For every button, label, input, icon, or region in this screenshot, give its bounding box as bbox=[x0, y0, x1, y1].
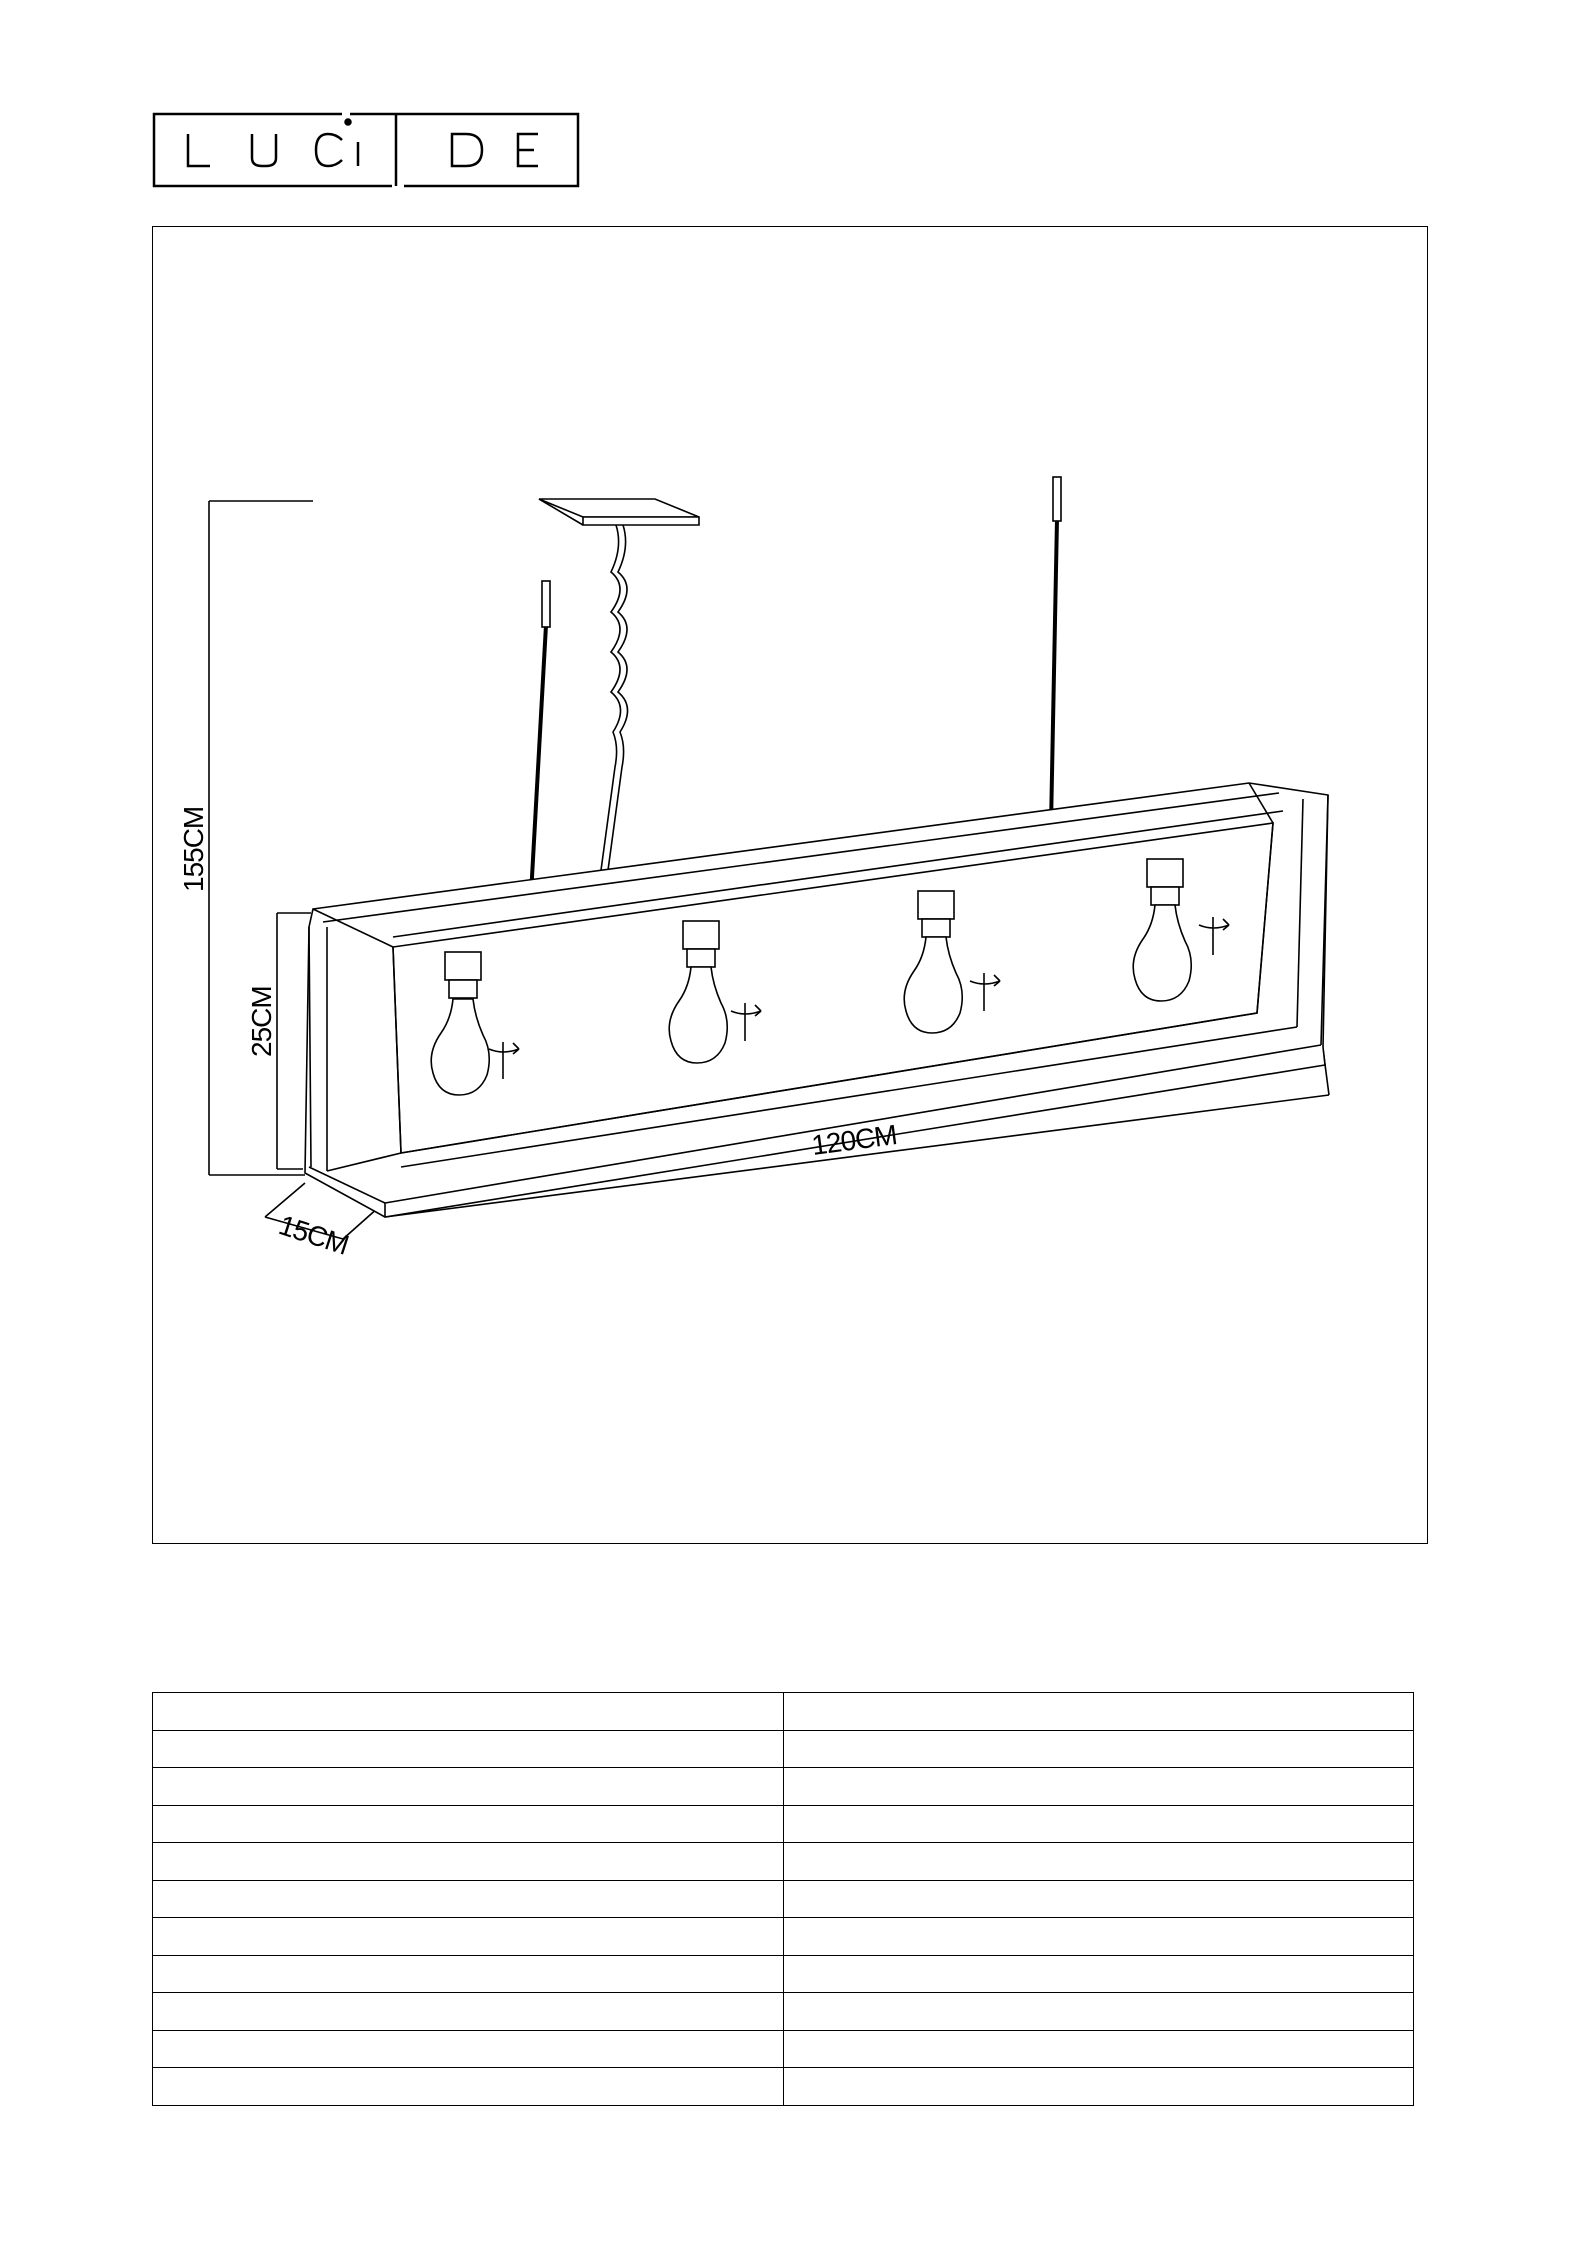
spec-label-cell bbox=[153, 1768, 784, 1806]
suspension-rod-left bbox=[531, 625, 546, 895]
spec-value-cell bbox=[783, 1693, 1414, 1731]
table-row bbox=[153, 2068, 1414, 2106]
spec-value-cell bbox=[783, 2030, 1414, 2068]
suspension-rod-right bbox=[1051, 519, 1057, 825]
spec-value-cell bbox=[783, 1955, 1414, 1993]
spec-value-cell bbox=[783, 1880, 1414, 1918]
table-row bbox=[153, 2030, 1414, 2068]
table-row bbox=[153, 1805, 1414, 1843]
power-cord bbox=[599, 525, 621, 885]
spec-label-cell bbox=[153, 1880, 784, 1918]
spec-label-cell bbox=[153, 1805, 784, 1843]
table-row bbox=[153, 1843, 1414, 1881]
spec-label-cell bbox=[153, 1693, 784, 1731]
table-row bbox=[153, 1730, 1414, 1768]
dim-label-frame-height: 25CM bbox=[246, 986, 277, 1057]
spec-value-cell bbox=[783, 1730, 1414, 1768]
spec-label-cell bbox=[153, 2030, 784, 2068]
spec-label-cell bbox=[153, 2068, 784, 2106]
spec-label-cell bbox=[153, 1993, 784, 2031]
spec-value-cell bbox=[783, 1805, 1414, 1843]
spec-value-cell bbox=[783, 1993, 1414, 2031]
spec-value-cell bbox=[783, 1918, 1414, 1956]
spec-label-cell bbox=[153, 1955, 784, 1993]
spec-label-cell bbox=[153, 1918, 784, 1956]
spec-value-cell bbox=[783, 1843, 1414, 1881]
ceiling-canopy bbox=[539, 499, 699, 517]
table-row bbox=[153, 1993, 1414, 2031]
dim-label-depth: 15CM bbox=[275, 1209, 352, 1261]
dim-label-total-height: 155CM bbox=[178, 806, 209, 892]
spec-value-cell bbox=[783, 2068, 1414, 2106]
table-row bbox=[153, 1918, 1414, 1956]
spec-value-cell bbox=[783, 1768, 1414, 1806]
lucide-logo bbox=[152, 112, 580, 188]
dim-label-length: 120CM bbox=[809, 1119, 899, 1161]
table-row bbox=[153, 1693, 1414, 1731]
product-drawing bbox=[152, 226, 1428, 1544]
spec-label-cell bbox=[153, 1730, 784, 1768]
spec-table bbox=[152, 1692, 1414, 2106]
spec-label-cell bbox=[153, 1843, 784, 1881]
table-row bbox=[153, 1768, 1414, 1806]
table-row bbox=[153, 1955, 1414, 1993]
table-row bbox=[153, 1880, 1414, 1918]
